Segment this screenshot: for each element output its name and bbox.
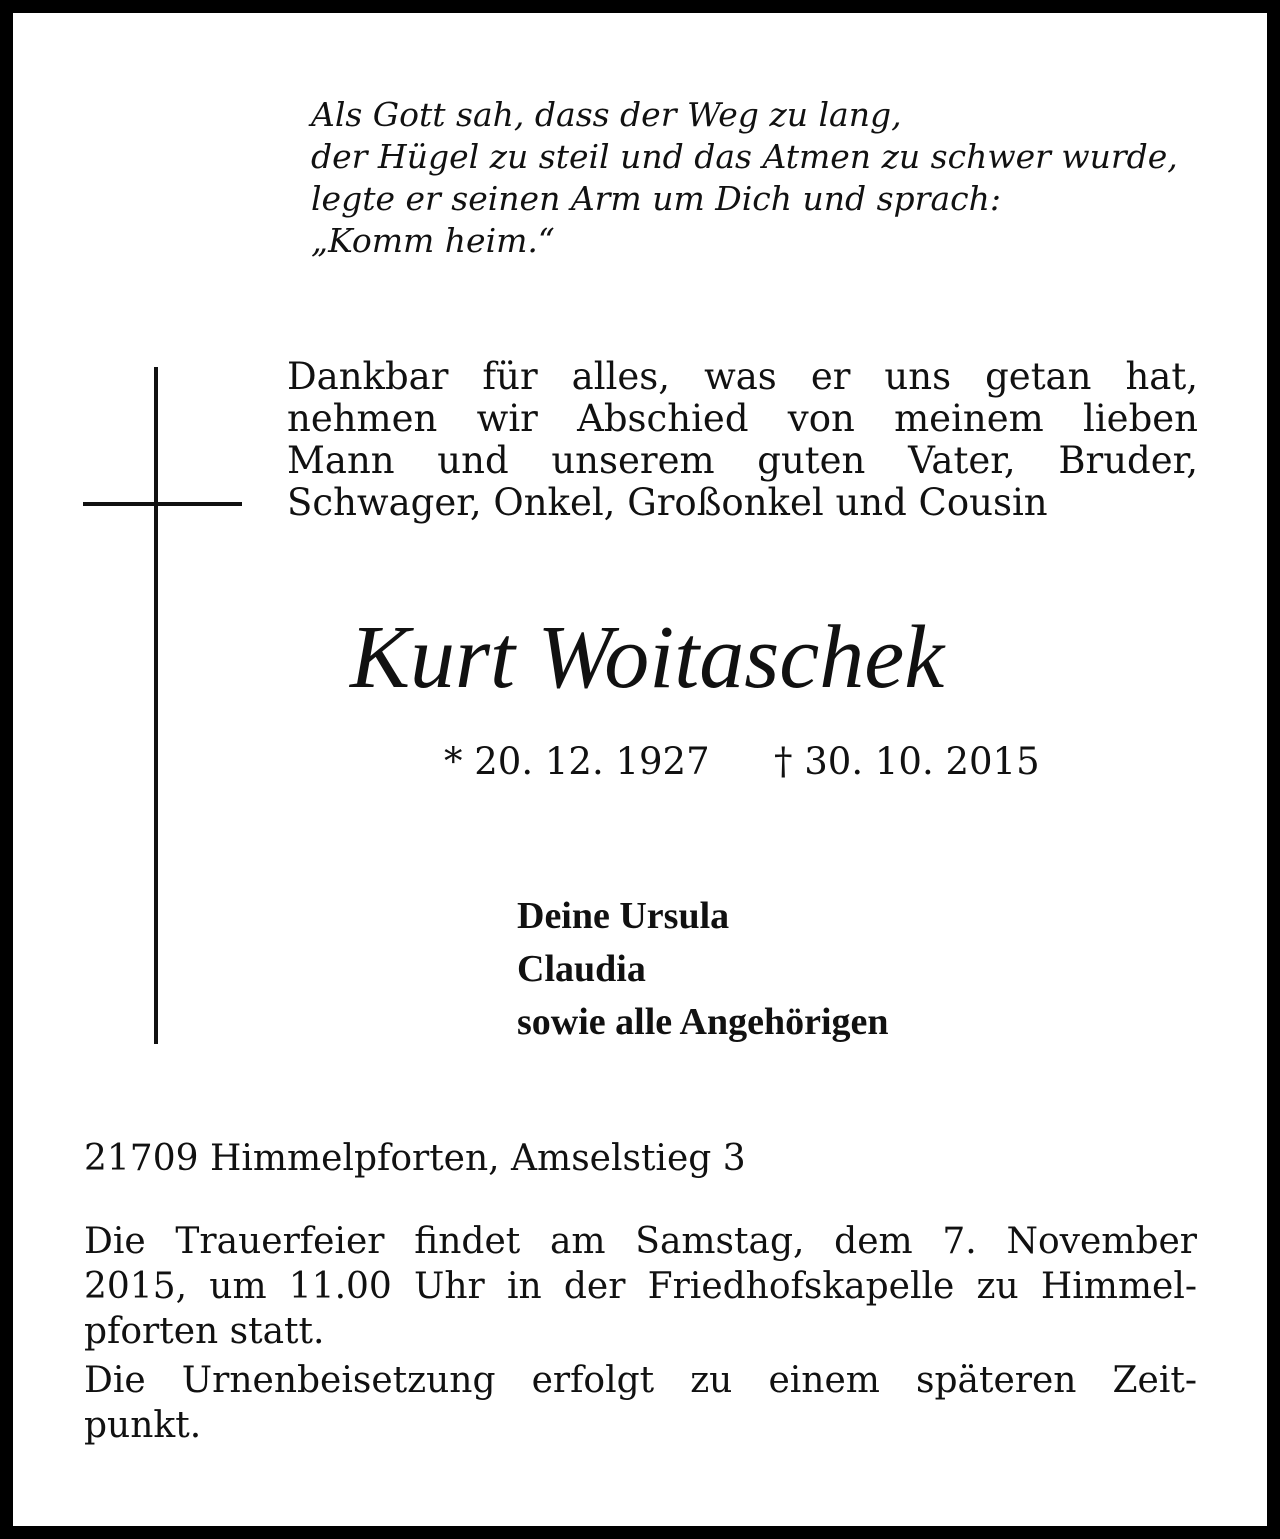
ceremony-notice <box>84 1219 1197 1354</box>
poem-line: der Hügel zu steil und das Atmen zu schwer wurde, <box>311 137 1178 176</box>
ceremony-line: pforten statt. <box>84 1311 325 1352</box>
intro-line: Schwager, Onkel, Großonkel und Cousin <box>287 481 1048 524</box>
urn-notice <box>84 1358 1197 1448</box>
address: 21709 Himmelpforten, Amselstieg 3 <box>84 1138 746 1179</box>
mourner-name: Deine Ursula <box>517 895 730 937</box>
intro-line: Mann und unserem guten Vater, Bruder, <box>287 439 1198 482</box>
deceased-name: Kurt Woitaschek <box>350 608 945 707</box>
mourners-signoff <box>517 890 889 1049</box>
mourner-name: Claudia <box>517 948 646 990</box>
poem-quote <box>311 94 1231 262</box>
intro-text <box>287 356 1198 524</box>
urn-line: punkt. <box>84 1405 202 1446</box>
cross-horizontal-bar <box>83 502 242 506</box>
ceremony-line: 2015, um 11.00 Uhr in der Friedhofskapelle zu Himmel- <box>84 1266 1197 1307</box>
urn-line: Die Urnenbeisetzung erfolgt zu einem späteren Zeit- <box>84 1360 1197 1401</box>
ceremony-line: Die Trauerfeier findet am Samstag, dem 7. November <box>84 1221 1197 1262</box>
poem-line: „Komm heim.“ <box>311 221 555 260</box>
birth-date: * 20. 12. 1927 <box>444 740 710 783</box>
intro-line: Dankbar für alles, was er uns getan hat, <box>287 355 1198 398</box>
poem-line: Als Gott sah, dass der Weg zu lang, <box>311 95 902 134</box>
cross-vertical-bar <box>154 367 158 1044</box>
intro-line: nehmen wir Abschied von meinem lieben <box>287 397 1198 440</box>
death-date: † 30. 10. 2015 <box>774 740 1040 783</box>
mourner-name: sowie alle Angehörigen <box>517 1001 889 1043</box>
poem-line: legte er seinen Arm um Dich und sprach: <box>311 179 1001 218</box>
